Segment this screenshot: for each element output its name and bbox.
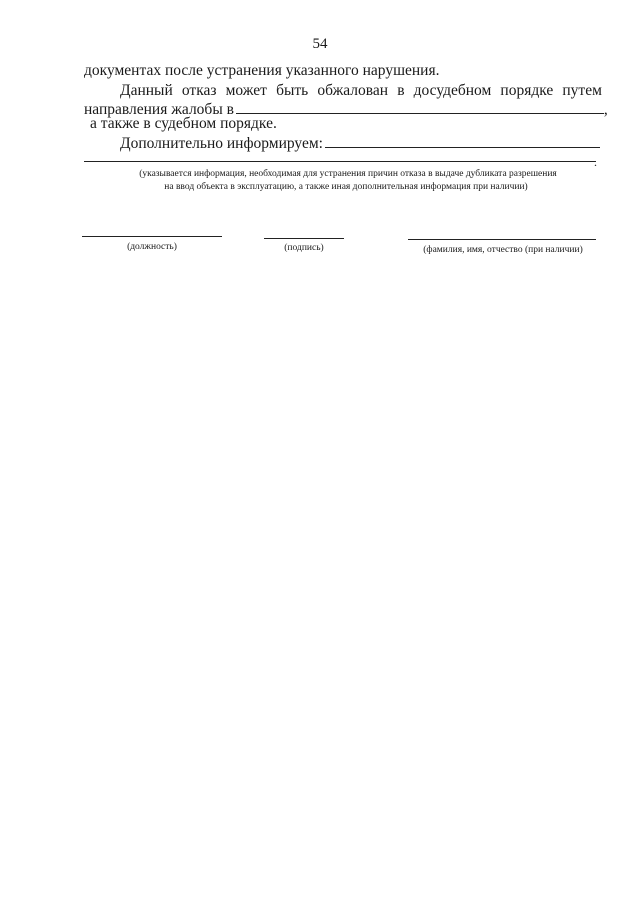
word: досудебном (413, 82, 492, 99)
text-line-additional-info (120, 133, 600, 153)
word: обжалован (317, 82, 389, 99)
rule-end-mark: . (594, 155, 597, 169)
complaint-prefix: направления жалобы в (84, 101, 234, 118)
position-label: (должность) (127, 242, 177, 252)
word: в (397, 82, 405, 99)
complaint-recipient-blank (236, 99, 604, 114)
note-line-2: на ввод объекта в эксплуатацию, а также иная дополнительная информация при наличии) (164, 182, 528, 192)
additional-info-label: Дополнительно информируем: (120, 135, 323, 152)
page-number: 54 (312, 36, 328, 52)
signature-rule (264, 238, 344, 239)
signature-label: (подпись) (284, 243, 324, 253)
word: путем (562, 82, 602, 99)
text-line-court: а также в судебном порядке. (90, 115, 277, 132)
text-line-appeal (120, 82, 602, 100)
fullname-label: (фамилия, имя, отчество (при наличии) (423, 245, 583, 255)
position-rule (82, 236, 222, 237)
word: может (225, 82, 267, 99)
word: отказ (181, 82, 217, 99)
word: Данный (120, 82, 173, 99)
complaint-suffix: , (603, 101, 608, 118)
text-line-violation: документах после устранения указанного нарушения. (84, 62, 440, 79)
additional-info-rule (84, 161, 596, 162)
additional-info-blank (325, 133, 600, 148)
note-line-1: (указывается информация, необходимая для устранения причин отказа в выдаче дубликата разрешения (139, 169, 557, 179)
word: порядке (500, 82, 554, 99)
fullname-rule (408, 239, 596, 240)
word: быть (276, 82, 309, 99)
